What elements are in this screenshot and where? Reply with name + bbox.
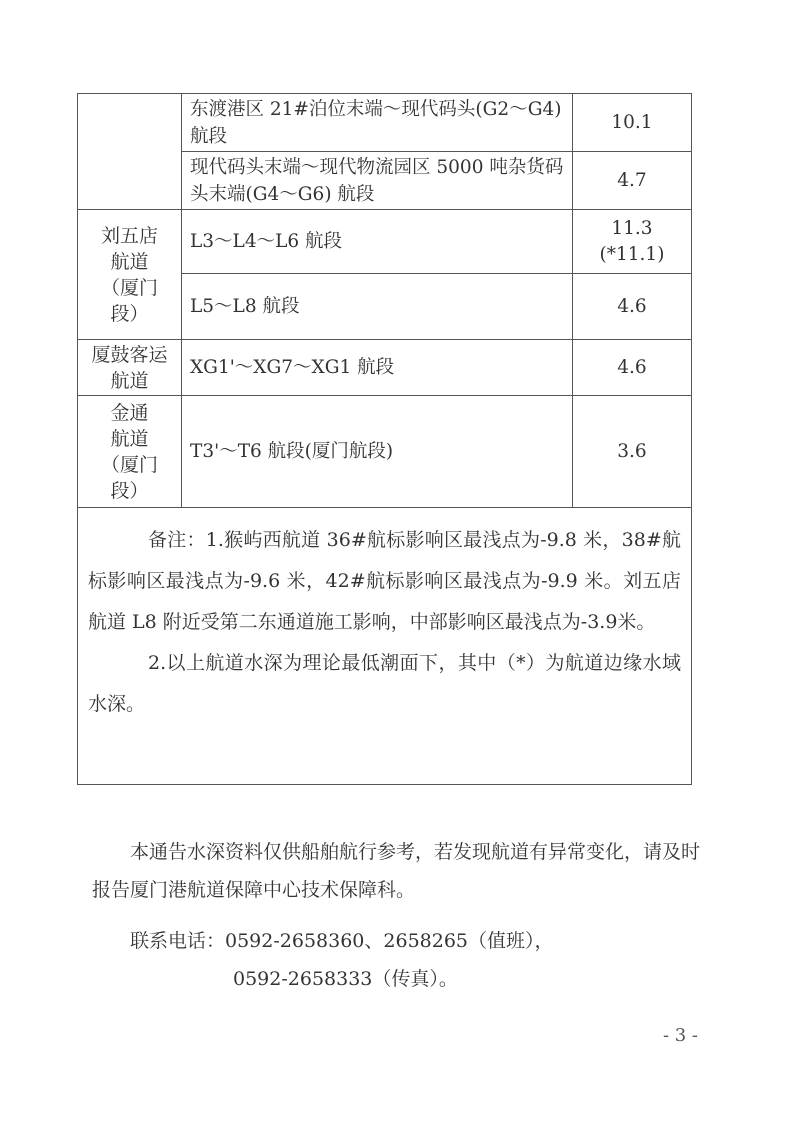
segment-cell: 东渡港区 21#泊位末端～现代码头(G2～G4) 航段 [182,94,573,152]
depth-cell: 4.6 [573,340,692,396]
depth-cell: 3.6 [573,396,692,508]
depth-cell: 4.7 [573,152,692,210]
note-2: 2.以上航道水深为理论最低潮面下，其中（*）为航道边缘水域水深。 [88,652,681,715]
group-line: 段） [110,302,149,325]
segment-cell: L5～L8 航段 [182,274,573,340]
group-cell-jintong [78,396,182,508]
table-row [78,94,692,152]
group-line: 金通 [110,401,149,424]
depth-cell [573,210,692,274]
note-1: 备注：1.猴屿西航道 36#航标影响区最浅点为-9.8 米，38#航标影响区最浅点为-9.6 米，42#航标影响区最浅点为-9.9 米。刘五店航道 L8 附近受第二东通道施工影响，中部影响区最浅点为-3.9米。 [88,529,681,633]
contact-fax: 0592-2658333（传真）。 [233,968,458,990]
group-line: 航道 [110,427,149,450]
segment-cell: T3'～T6 航段(厦门航段) [182,396,573,508]
depth-value: 11.3 [611,217,653,239]
segment-cell: XG1'～XG7～XG1 航段 [182,340,573,396]
footer-paragraph: 本通告水深资料仅供船舶航行参考，若发现航道有异常变化，请及时报告厦门港航道保障中心技术保障科。 [92,841,701,901]
segment-cell: 现代码头末端～现代物流园区 5000 吨杂货码头末端(G4～G6) 航段 [182,152,573,210]
table-row [78,340,692,396]
depth-table [77,93,692,785]
group-line: 段） [110,479,149,502]
group-cell-empty [78,94,182,210]
group-cell-liuwudian [78,210,182,340]
page-number: - 3 - [662,1025,698,1046]
depth-cell: 10.1 [573,94,692,152]
segment-cell: L3～L4～L6 航段 [182,210,573,274]
group-cell-xiagu [78,340,182,396]
table-row [78,396,692,508]
group-line: （厦门 [100,276,158,299]
group-line: 刘五店 [100,224,158,247]
group-line: 航道 [110,369,149,392]
group-line: （厦门 [100,453,158,476]
table-row [78,210,692,274]
notes-row [78,508,692,785]
depth-note: (*11.1) [599,243,665,265]
depth-cell: 4.6 [573,274,692,340]
group-line: 厦鼓客运 [91,343,168,366]
group-line: 航道 [110,250,149,273]
notes-cell [78,508,692,785]
contact-phone: 联系电话：0592-2658360、2658265（值班）， [130,930,554,952]
